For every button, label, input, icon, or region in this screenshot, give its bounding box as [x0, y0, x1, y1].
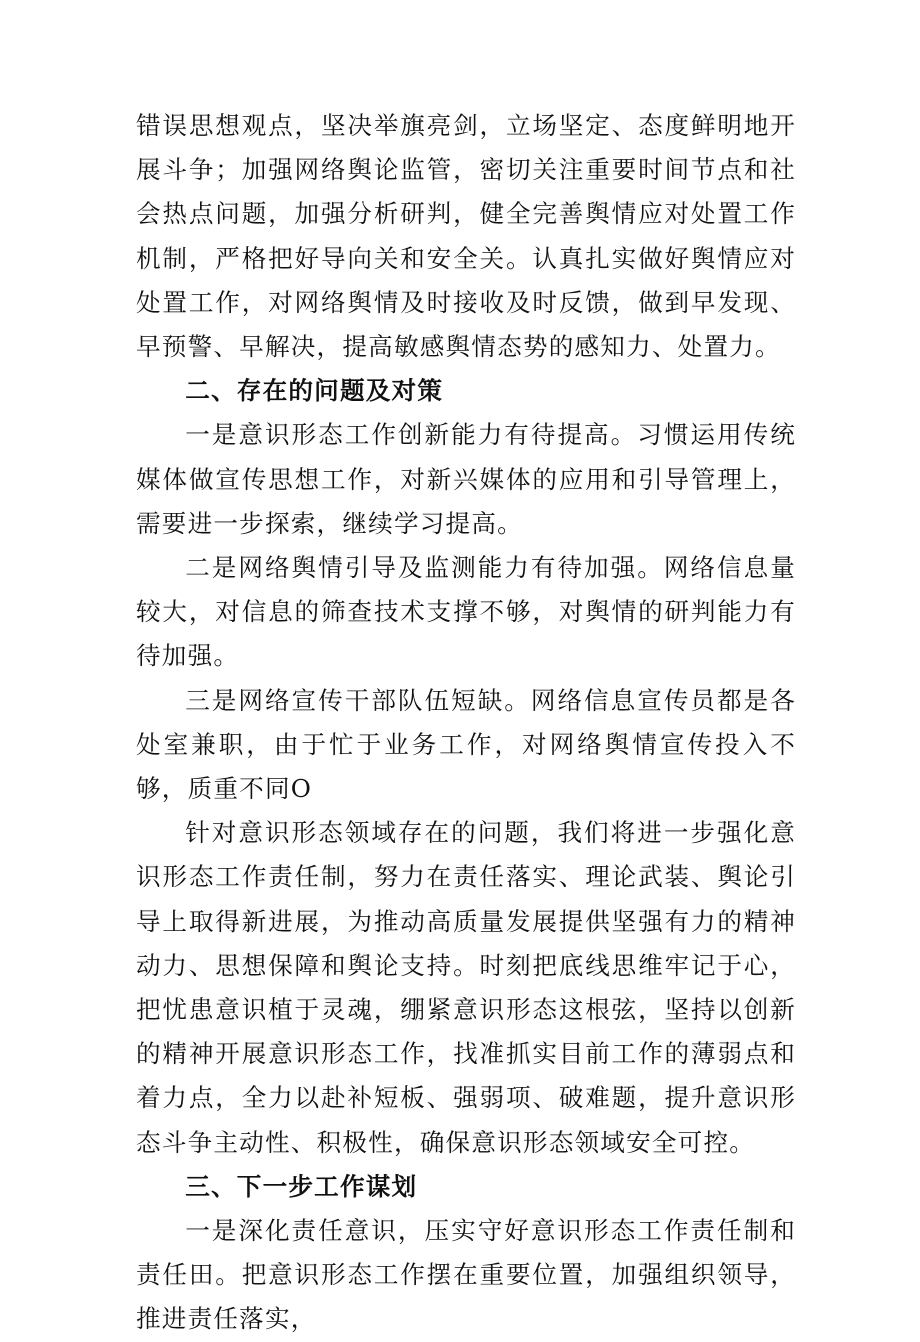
- paragraph-continuation: 错误思想观点，坚决举旗亮剑，立场坚定、态度鲜明地开展斗争；加强网络舆论监管，密切关注重要时间节点和社会热点问题，加强分析研判，健全完善舆情应对处置工作机制，严格把好导向关和安全关。认真扎实做好舆情应对处置工作，对网络舆情及时接收及时反馈，做到早发现、早预警、早解决，提高敏感舆情态势的感知力、处置力。: [136, 111, 796, 362]
- paragraph-countermeasures: 针对意识形态领域存在的问题，我们将进一步强化意识形态工作责任制，努力在责任落实、理论武装、舆论引导上取得新进展，为推动高质量发展提供坚强有力的精神动力、思想保障和舆论支持。时刻把底线思维牢记于心，把忧患意识植于灵魂，绷紧意识形态这根弦，坚持以创新的精神开展意识形态工作，找准抓实目前工作的薄弱点和着力点，全力以赴补短板、强弱项、破难题，提升意识形态斗争主动性、积极性，确保意识形态领域安全可控。: [136, 818, 796, 1157]
- paragraph-problem-1: 一是意识形态工作创新能力有待提高。习惯运用传统媒体做宣传思想工作，对新兴媒体的应用和引导管理上，需要进一步探索，继续学习提高。: [136, 420, 796, 538]
- section-heading-next-steps: 三、下一步工作谋划: [185, 1171, 418, 1201]
- document-body: [136, 104, 796, 1342]
- section-heading-problems: 二、存在的问题及对策: [185, 376, 444, 406]
- paragraph-problem-2: 二是网络舆情引导及监测能力有待加强。网络信息量较大，对信息的筛查技术支撑不够，对舆情的研判能力有待加强。: [136, 553, 796, 671]
- paragraph-problem-3: 三是网络宣传干部队伍短缺。网络信息宣传员都是各处室兼职，由于忙于业务工作，对网络舆情宣传投入不够，质重不同O: [136, 685, 796, 804]
- paragraph-next-step-1: 一是深化责任意识，压实守好意识形态工作责任制和责任田。把意识形态工作摆在重要位置，加强组织领导，推进责任落实，: [136, 1216, 796, 1334]
